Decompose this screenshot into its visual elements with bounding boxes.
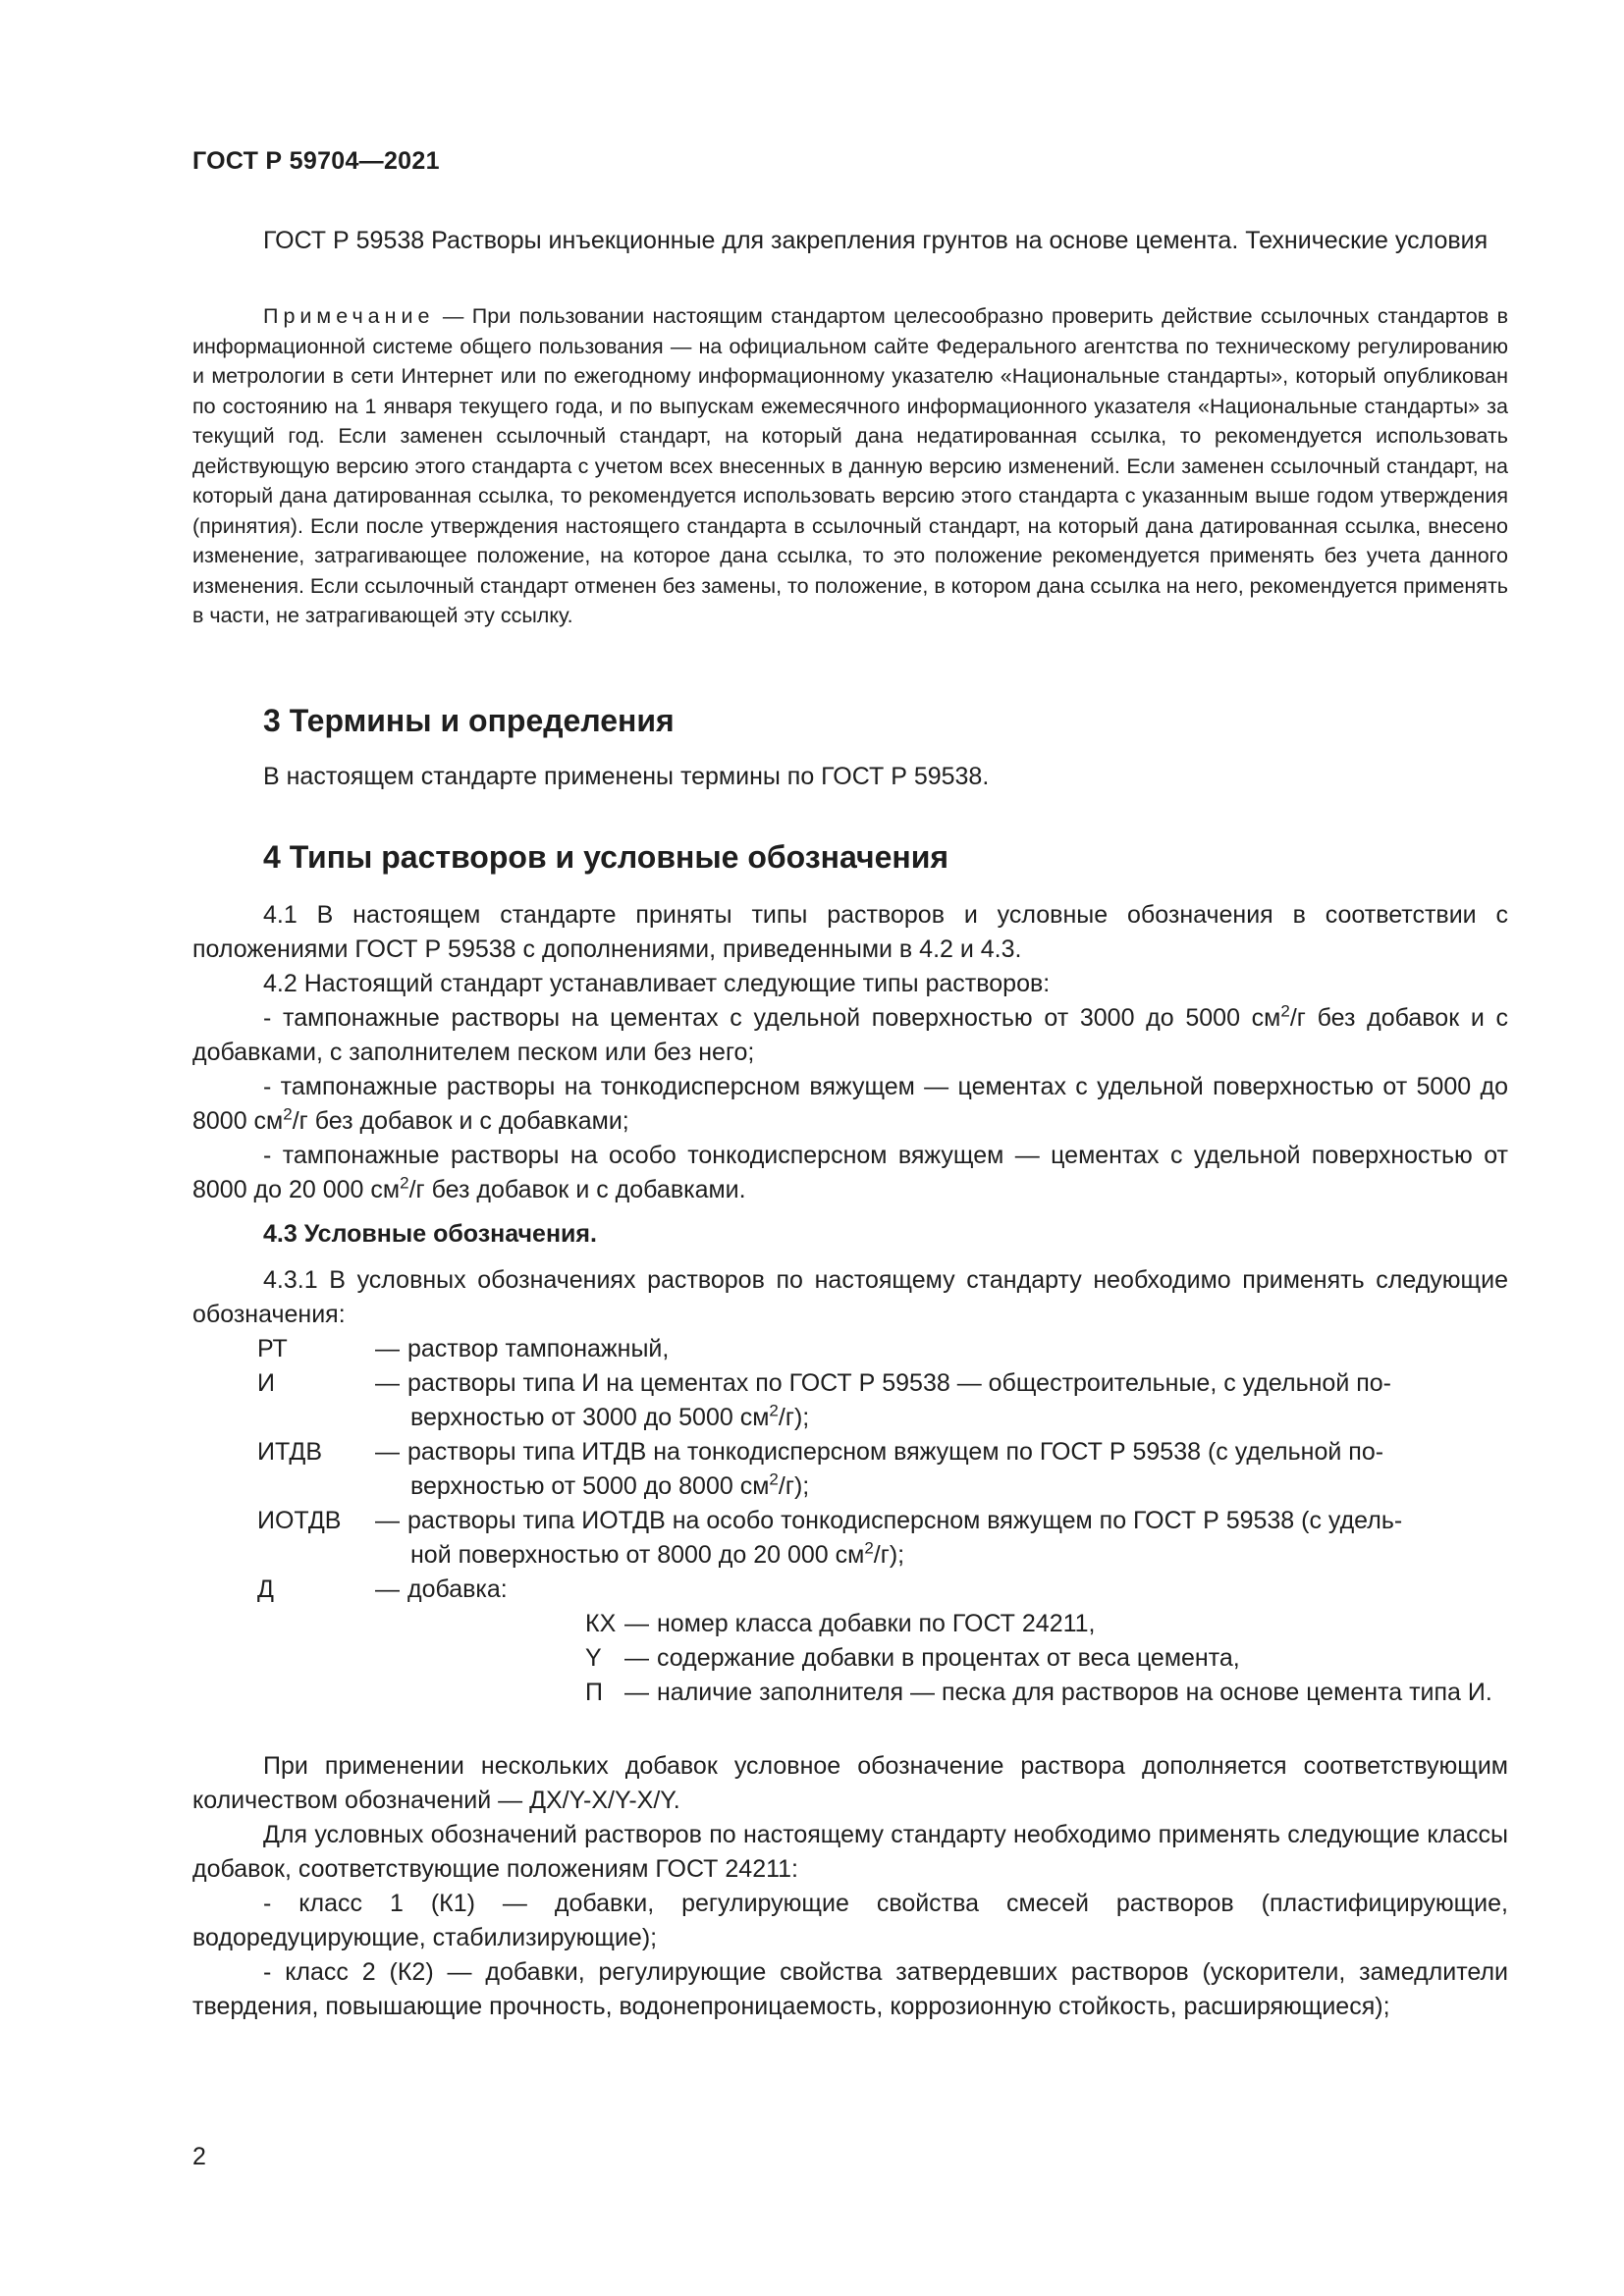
note-text: — При пользовании настоящим стандартом целесообразно проверить действие ссылочных стандартов в информационной системе общего пользования — на официальном сайте Федерального агентства по техническому регулированию и метрологии в сети Интернет или по ежегодному информационному указателю «Национальные стандарты», который опубликован по состоянию на 1 января текущего года, и по выпускам ежемесячного информационного указателя «Национальные стандарты» за текущий год. Если заменен ссылочный стандарт, на который дана недатированная ссылка, то рекомендуется использовать действующую версию этого стандарта с учетом всех внесенных в данную версию изменений. Если заменен ссылочный стандарт, на который дана датированная ссылка, то рекомендуется использовать версию этого стандарта с указанным выше годом утверждения (принятия). Если после утверждения настоящего стандарта в ссылочный стандарт, на который дана датированная ссылка, внесено изменение, затрагивающее положение, на которое дана ссылка, то это положение рекомендуется применять без учета данного изменения. Если ссылочный стандарт отменен без замены, то положение, в котором дана ссылка на него, рекомендуется применять в части, не затрагивающей эту ссылку. — [192, 304, 1508, 627]
section-3-body — [192, 760, 1508, 794]
designation-itdv: ИТДВ — растворы типа ИТДВ на тонкодисперсном вяжущем по ГОСТ Р 59538 (с удельной по- — [257, 1438, 1384, 1466]
referenced-standard-entry — [192, 224, 1508, 258]
additive-class-2: - класс 2 (К2) — добавки, регулирующие свойства затвердевших растворов (ускорители, замедлители твердения, повышающие прочность, водонепроницаемость, коррозионную стойкость, расширяющиеся); — [192, 1958, 1508, 2020]
subdesignation-kx: КХ — номер класса добавки по ГОСТ 24211, — [585, 1610, 1096, 1637]
additive-classes-intro: Для условных обозначений растворов по настоящему стандарту необходимо применять следующие классы добавок, соответствующие положениям ГОСТ 24211: — [192, 1821, 1508, 1883]
designation-i-cont: верхностью от 3000 до 5000 $см^2/г$); — [410, 1401, 810, 1431]
section-3-heading: 3 Термины и определения — [263, 703, 675, 738]
designation-d: Д — добавка: — [257, 1575, 508, 1603]
page-number: 2 — [192, 2143, 206, 2170]
subdesignation-p: П — наличие заполнителя — песка для растворов на основе цемента типа И. — [585, 1679, 1492, 1706]
designation-itdv-cont: верхностью от 5000 до 8000 $см^2/г$); — [410, 1469, 810, 1500]
type-item-3: - тампонажные растворы на особо тонкодисперсном вяжущем — цементах с удельной поверхностью от 8000 до 20 000 $см^2/г$ без добавок и с добавками. — [192, 1142, 1508, 1203]
note-paragraph — [192, 301, 1508, 631]
subsection-4-3-heading: 4.3 Условные обозначения. — [263, 1220, 597, 1248]
section-4-heading: 4 Типы растворов и условные обозначения — [263, 839, 949, 875]
document-number-header: ГОСТ Р 59704—2021 — [192, 147, 440, 175]
multiple-additives-paragraph: При применении нескольких добавок условное обозначение раствора дополняется соответствующим количеством обозначений — ДХ/Y-Х/Y-Х/Y. — [192, 1752, 1508, 1814]
subdesignation-y: Y — содержание добавки в процентах от веса цемента, — [585, 1644, 1240, 1672]
note-block — [192, 301, 1508, 631]
section-3-text: В настоящем стандарте применены термины по ГОСТ Р 59538. — [263, 763, 990, 790]
type-item-1: - тампонажные растворы на цементах с удельной поверхностью от 3000 до 5000 $см^2/г$ без добавок и с добавками, с заполнителем песком или без него; — [192, 1001, 1508, 1066]
designations-block — [192, 1217, 1508, 1710]
paragraph-4-3-1: 4.3.1 В условных обозначениях растворов по настоящему стандарту необходимо применять следующие обозначения: — [192, 1266, 1508, 1328]
designation-rt: РТ — раствор тампонажный, — [257, 1335, 670, 1362]
type-item-2: - тампонажные растворы на тонкодисперсном вяжущем — цементах с удельной поверхностью от 5000 до 8000 $см^2/г$ без добавок и с добавками; — [192, 1073, 1508, 1135]
paragraph-4-1: 4.1 В настоящем стандарте приняты типы растворов и условные обозначения в соответствии с положениями ГОСТ Р 59538 с дополнениями, приведенными в 4.2 и 4.3. — [192, 901, 1508, 963]
additives-block — [192, 1749, 1508, 2024]
additive-class-1: - класс 1 (К1) — добавки, регулирующие свойства смесей растворов (пластифицирующие, водоредуцирующие, стабилизирующие); — [192, 1890, 1508, 1951]
designation-i: И — растворы типа И на цементах по ГОСТ Р 59538 — общестроительные, с удельной по- — [257, 1369, 1391, 1397]
paragraph-4-2: 4.2 Настоящий стандарт устанавливает следующие типы растворов: — [263, 970, 1051, 997]
reference-text: ГОСТ Р 59538 Растворы инъекционные для закрепления грунтов на основе цемента. Технические условия — [263, 227, 1489, 254]
note-label: Примечание — [263, 304, 435, 328]
designation-iotdv: ИОТДВ — растворы типа ИОТДВ на особо тонкодисперсном вяжущем по ГОСТ Р 59538 (с удель- — [257, 1507, 1403, 1534]
designation-iotdv-cont: ной поверхностью от 8000 до 20 000 $см^2/г$); — [410, 1538, 905, 1569]
section-4-body — [192, 898, 1508, 1207]
